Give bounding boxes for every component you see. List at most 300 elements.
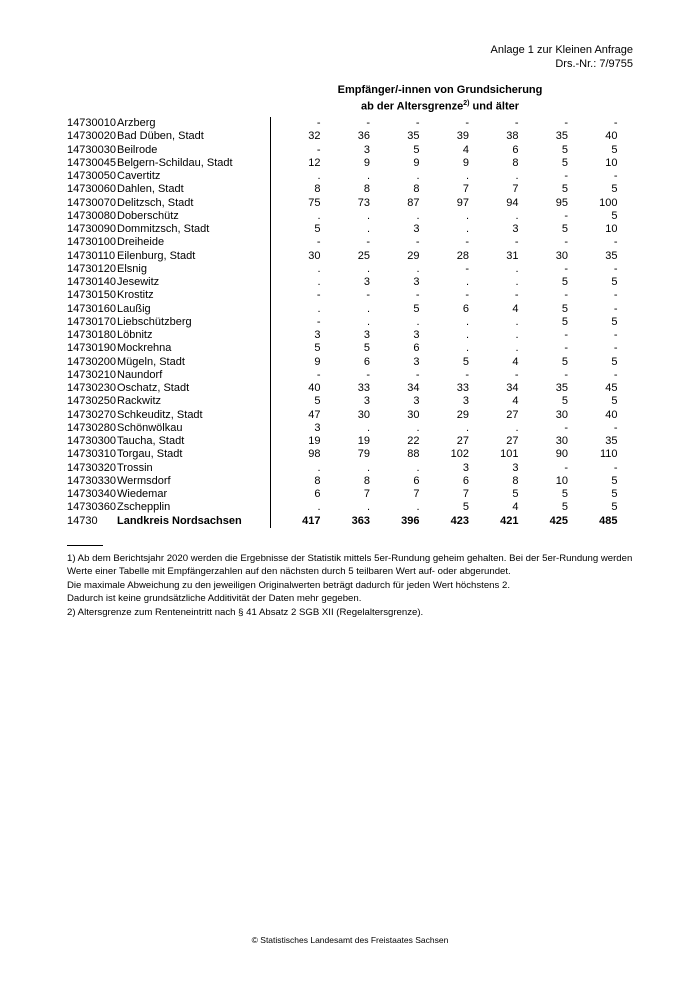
value-cell: 5 — [561, 183, 568, 196]
value-cell: - — [316, 289, 321, 302]
table-row — [67, 316, 618, 329]
value-cell: - — [613, 302, 618, 315]
value-cell: - — [564, 117, 568, 129]
region-name: Jesewitz — [117, 276, 160, 288]
value-cell: 35 — [605, 249, 618, 262]
value-cell: - — [613, 289, 618, 302]
value-cell: . — [515, 262, 519, 275]
value-cell: 30 — [407, 408, 420, 421]
value-cell: 8 — [314, 474, 321, 487]
value-cell: 363 — [351, 514, 370, 527]
region-name: Dahlen, Stadt — [117, 183, 184, 196]
value-cell: 101 — [500, 448, 519, 461]
value-cell: 38 — [506, 130, 519, 143]
value-cell: - — [564, 170, 568, 182]
table-row — [67, 197, 618, 210]
value-cell: . — [317, 501, 321, 514]
value-cell: . — [366, 421, 370, 434]
value-cell: 6 — [462, 302, 469, 315]
region-code: 14730150 — [67, 289, 116, 302]
footnote-line: 1) Ab dem Berichtsjahr 2020 werden die Ergebnisse der Statistik mittels 5er-Rundung geheim gehalten. Bei der 5er-Rundung werden — [67, 553, 633, 564]
table-row — [67, 356, 618, 369]
table-row — [67, 144, 618, 157]
value-cell: - — [465, 262, 469, 275]
value-cell: 4 — [512, 395, 519, 408]
value-cell: - — [366, 117, 370, 129]
value-cell: 3 — [512, 223, 519, 235]
region-name: Mockrehna — [117, 342, 172, 355]
value-cell: 27 — [506, 408, 519, 421]
value-cell: - — [316, 315, 321, 328]
value-cell: . — [416, 315, 420, 328]
region-code: 14730030 — [67, 143, 116, 156]
value-cell: 19 — [308, 435, 321, 447]
value-cell: 10 — [605, 223, 618, 235]
value-cell: - — [415, 236, 420, 249]
value-cell: - — [514, 236, 519, 249]
footnote-line: Dadurch ist keine grundsätzliche Additivität der Daten mehr gegeben. — [67, 593, 362, 605]
table-row — [67, 475, 618, 488]
value-cell: 87 — [407, 196, 420, 209]
value-cell: 30 — [555, 408, 568, 421]
region-code: 14730060 — [67, 183, 116, 196]
value-cell: 5 — [611, 474, 618, 487]
region-code: 14730210 — [67, 368, 116, 381]
region-name: Arzberg — [117, 117, 156, 129]
region-name: Cavertitz — [117, 170, 161, 182]
data-table — [67, 117, 618, 528]
table-row — [67, 210, 618, 223]
value-cell: 12 — [308, 156, 321, 169]
value-cell: 5 — [611, 143, 618, 156]
value-cell: 6 — [413, 474, 420, 487]
value-cell: - — [366, 289, 370, 302]
value-cell: 31 — [506, 249, 519, 262]
value-cell: 33 — [357, 382, 370, 394]
value-cell: . — [366, 501, 370, 514]
value-cell: 5 — [611, 209, 618, 222]
footnote-line: Werte einer Tabelle mit Empfängerzahlen auf den nächsten durch 5 teilbaren Wert auf- oder abgerundet. — [67, 566, 511, 578]
value-cell: . — [416, 501, 420, 514]
value-cell: 88 — [407, 448, 420, 461]
value-cell: - — [613, 342, 618, 355]
region-name: Eilenburg, Stadt — [117, 249, 196, 262]
region-name: Belgern-Schildau, Stadt — [117, 156, 233, 169]
value-cell: - — [514, 289, 519, 302]
value-cell: 5 — [611, 276, 618, 288]
value-cell: . — [366, 223, 370, 235]
annex-label: Anlage 1 zur Kleinen Anfrage — [490, 44, 633, 56]
table-row — [67, 462, 618, 475]
value-cell: - — [316, 117, 321, 129]
table-title-line2: ab der Altersgrenze$^{2)}$ und älter — [360, 100, 520, 113]
region-code: 14730230 — [67, 382, 116, 394]
value-cell: . — [366, 170, 370, 182]
table-row — [67, 250, 618, 263]
table-title-line1: Empfänger/-innen von Grundsicherung — [337, 84, 543, 96]
value-cell: 5 — [314, 395, 321, 408]
value-cell: 5 — [314, 223, 321, 235]
table-row — [67, 409, 618, 422]
value-cell: 3 — [314, 421, 321, 434]
value-cell: - — [613, 461, 618, 474]
region-name: Oschatz, Stadt — [117, 382, 190, 394]
value-cell: 5 — [363, 342, 370, 355]
value-cell: 5 — [561, 223, 568, 235]
value-cell: - — [366, 368, 370, 381]
region-code: 14730310 — [67, 448, 116, 461]
value-cell: - — [564, 368, 568, 381]
value-cell: . — [515, 421, 519, 434]
value-cell: - — [564, 421, 568, 434]
value-cell: 8 — [512, 474, 519, 487]
value-cell: - — [514, 368, 519, 381]
value-cell: 5 — [561, 276, 568, 288]
value-cell: 3 — [363, 395, 370, 408]
value-cell: - — [316, 368, 321, 381]
value-cell: . — [366, 262, 370, 275]
table-row — [67, 223, 618, 236]
value-cell: 6 — [512, 143, 519, 156]
value-cell: 29 — [407, 249, 420, 262]
value-cell: 75 — [308, 196, 321, 209]
region-code: 14730250 — [67, 395, 116, 408]
value-cell: 3 — [413, 329, 420, 341]
region-code: 14730170 — [67, 315, 116, 328]
value-cell: 27 — [456, 435, 469, 447]
value-cell: - — [613, 421, 618, 434]
value-cell: 3 — [512, 461, 519, 474]
value-cell: 6 — [363, 355, 370, 368]
value-cell: 3 — [363, 276, 370, 288]
region-code: 14730300 — [67, 435, 116, 447]
table-row — [67, 382, 618, 395]
value-cell: 30 — [357, 408, 370, 421]
value-cell: 5 — [611, 183, 618, 196]
value-cell: . — [366, 302, 370, 315]
value-cell: . — [515, 170, 519, 182]
value-cell: 5 — [561, 355, 568, 368]
value-cell: 8 — [314, 183, 321, 196]
value-cell: 34 — [506, 382, 519, 394]
value-cell: - — [564, 329, 568, 341]
value-cell: 79 — [357, 448, 370, 461]
region-name: Naundorf — [117, 368, 163, 381]
value-cell: . — [465, 329, 469, 341]
value-cell: 39 — [456, 130, 469, 143]
value-cell: . — [465, 315, 469, 328]
value-cell: 6 — [314, 488, 321, 500]
value-cell: 32 — [308, 130, 321, 143]
region-code: 14730110 — [67, 249, 116, 262]
table-total-row — [67, 515, 618, 528]
value-cell: - — [415, 368, 420, 381]
region-name: Schönwölkau — [117, 421, 183, 434]
region-name: Rackwitz — [117, 395, 162, 408]
value-cell: 5 — [611, 395, 618, 408]
value-cell: 3 — [413, 395, 420, 408]
value-cell: 35 — [555, 130, 568, 143]
region-name: Delitzsch, Stadt — [117, 196, 194, 209]
value-cell: 30 — [555, 249, 568, 262]
value-cell: 7 — [363, 488, 370, 500]
value-cell: 35 — [555, 382, 568, 394]
value-cell: . — [465, 342, 469, 355]
value-cell: 9 — [413, 156, 420, 169]
value-cell: 421 — [500, 514, 519, 527]
region-code: 14730120 — [67, 262, 116, 275]
value-cell: 47 — [308, 408, 321, 421]
value-cell: 3 — [462, 395, 469, 408]
region-code: 14730330 — [67, 474, 116, 487]
value-cell: . — [317, 262, 321, 275]
value-cell: 40 — [605, 408, 618, 421]
region-code: 14730090 — [67, 223, 116, 235]
value-cell: 4 — [512, 355, 519, 368]
value-cell: 22 — [407, 435, 420, 447]
table-row — [67, 130, 618, 143]
value-cell: . — [465, 276, 469, 288]
value-cell: 3 — [413, 276, 420, 288]
value-cell: . — [515, 209, 519, 222]
value-cell: 9 — [363, 156, 370, 169]
value-cell: 5 — [611, 355, 618, 368]
region-code: 14730140 — [67, 276, 116, 288]
region-code: 14730320 — [67, 461, 116, 474]
region-name: Doberschütz — [117, 209, 179, 222]
value-cell: 8 — [512, 156, 519, 169]
value-cell: 3 — [413, 355, 420, 368]
value-cell: 102 — [450, 448, 469, 461]
table-row — [67, 170, 618, 183]
value-cell: - — [613, 236, 618, 249]
value-cell: 110 — [599, 448, 618, 461]
table-row — [67, 448, 618, 461]
value-cell: . — [465, 209, 469, 222]
value-cell: 25 — [357, 249, 370, 262]
value-cell: - — [564, 236, 568, 249]
value-cell: 73 — [357, 196, 370, 209]
region-name: Wermsdorf — [117, 474, 171, 487]
region-name: Beilrode — [117, 143, 158, 156]
value-cell: 90 — [555, 448, 568, 461]
value-cell: . — [366, 209, 370, 222]
value-cell: . — [515, 342, 519, 355]
region-name: Krostitz — [117, 289, 154, 302]
value-cell: . — [416, 461, 420, 474]
value-cell: 9 — [314, 355, 321, 368]
region-name: Bad Düben, Stadt — [117, 130, 204, 143]
value-cell: . — [416, 209, 420, 222]
value-cell: 5 — [611, 501, 618, 514]
value-cell: 417 — [302, 514, 321, 527]
value-cell: - — [465, 368, 469, 381]
table-row — [67, 157, 618, 170]
value-cell: . — [465, 223, 469, 235]
region-code: 14730045 — [67, 156, 116, 169]
value-cell: 10 — [605, 156, 618, 169]
value-cell: 485 — [599, 514, 618, 527]
value-cell: . — [515, 276, 519, 288]
value-cell: 3 — [363, 143, 370, 156]
value-cell: . — [317, 209, 321, 222]
value-cell: 5 — [462, 355, 469, 368]
value-cell: 5 — [413, 143, 420, 156]
region-code: 14730 — [67, 514, 98, 527]
table-row — [67, 276, 618, 289]
value-cell: 7 — [413, 488, 420, 500]
value-cell: 8 — [413, 183, 420, 196]
table-row — [67, 329, 618, 342]
value-cell: . — [317, 276, 321, 288]
value-cell: . — [317, 170, 321, 182]
value-cell: 7 — [462, 183, 469, 196]
table-row — [67, 369, 618, 382]
value-cell: . — [317, 461, 321, 474]
footnote-divider — [67, 545, 103, 546]
value-cell: 425 — [549, 514, 568, 527]
value-cell: - — [415, 117, 420, 129]
value-cell: 5 — [512, 488, 519, 500]
region-name: Schkeuditz, Stadt — [117, 408, 203, 421]
region-name: Löbnitz — [117, 329, 153, 341]
page-footer: © Statistisches Landesamt des Freistaates Sachsen — [251, 935, 449, 945]
value-cell: . — [515, 329, 519, 341]
value-cell: - — [613, 368, 618, 381]
region-name: Elsnig — [117, 262, 147, 275]
value-cell: - — [564, 342, 568, 355]
value-cell: . — [366, 461, 370, 474]
value-cell: - — [316, 143, 321, 156]
footnote-line: Die maximale Abweichung zu den jeweiligen Originalwerten beträgt dadurch für jeden Wert höchstens 2. — [67, 579, 510, 591]
region-name: Dreiheide — [117, 236, 165, 249]
value-cell: 40 — [605, 130, 618, 143]
value-cell: 27 — [506, 435, 519, 447]
value-cell: 5 — [561, 156, 568, 169]
region-name: Torgau, Stadt — [117, 448, 183, 461]
region-code: 14730160 — [67, 302, 116, 315]
value-cell: - — [564, 262, 568, 275]
value-cell: 5 — [611, 315, 618, 328]
value-cell: - — [465, 117, 469, 129]
value-cell: 94 — [506, 196, 519, 209]
table-row — [67, 395, 618, 408]
value-cell: 10 — [555, 474, 568, 487]
value-cell: . — [416, 262, 420, 275]
value-cell: 5 — [561, 302, 568, 315]
value-cell: . — [416, 421, 420, 434]
value-cell: 5 — [462, 501, 469, 514]
value-cell: 30 — [308, 249, 321, 262]
table-row — [67, 183, 618, 196]
value-cell: - — [613, 329, 618, 341]
region-code: 14730020 — [67, 130, 116, 143]
value-cell: 36 — [357, 130, 370, 143]
table-row — [67, 342, 618, 355]
region-code: 14730010 — [67, 117, 116, 129]
value-cell: 5 — [561, 143, 568, 156]
region-name: Zschepplin — [117, 501, 171, 514]
table-row — [67, 303, 618, 316]
value-cell: 95 — [555, 196, 568, 209]
value-cell: 423 — [450, 514, 469, 527]
value-cell: 3 — [413, 223, 420, 235]
region-name: Landkreis Nordsachsen — [117, 514, 242, 527]
region-name: Mügeln, Stadt — [117, 355, 185, 368]
value-cell: 19 — [357, 435, 370, 447]
value-cell: 8 — [363, 474, 370, 487]
region-name: Wiedemar — [117, 488, 168, 500]
value-cell: - — [465, 236, 469, 249]
value-cell: - — [613, 170, 618, 182]
value-cell: 3 — [314, 329, 321, 341]
value-cell: 34 — [407, 382, 420, 394]
table-row — [67, 263, 618, 276]
value-cell: 8 — [363, 183, 370, 196]
table-row — [67, 289, 618, 302]
region-code: 14730190 — [67, 342, 116, 355]
value-cell: 40 — [308, 382, 321, 394]
value-cell: 5 — [611, 488, 618, 500]
table-row — [67, 117, 618, 130]
value-cell: 5 — [561, 488, 568, 500]
region-code: 14730280 — [67, 421, 116, 434]
region-code: 14730100 — [67, 236, 116, 249]
table-row — [67, 236, 618, 249]
value-cell: - — [564, 209, 568, 222]
value-cell: . — [366, 315, 370, 328]
value-cell: 4 — [462, 143, 469, 156]
value-cell: 4 — [512, 302, 519, 315]
value-cell: 396 — [401, 514, 420, 527]
value-cell: - — [415, 289, 420, 302]
table-row — [67, 488, 618, 501]
value-cell: 7 — [512, 183, 519, 196]
value-cell: 7 — [462, 488, 469, 500]
value-cell: 29 — [456, 408, 469, 421]
value-cell: 5 — [413, 302, 420, 315]
value-cell: . — [515, 315, 519, 328]
value-cell: 45 — [605, 382, 618, 394]
value-cell: - — [613, 117, 618, 129]
region-code: 14730070 — [67, 196, 116, 209]
value-cell: 6 — [462, 474, 469, 487]
value-cell: 5 — [314, 342, 321, 355]
region-code: 14730360 — [67, 501, 116, 514]
value-cell: - — [465, 289, 469, 302]
value-cell: - — [514, 117, 519, 129]
value-cell: 28 — [456, 249, 469, 262]
value-cell: 4 — [512, 501, 519, 514]
region-code: 14730270 — [67, 408, 116, 421]
value-cell: . — [317, 302, 321, 315]
region-code: 14730050 — [67, 170, 116, 182]
footnotes — [67, 552, 637, 619]
value-cell: 97 — [456, 196, 469, 209]
value-cell: - — [564, 461, 568, 474]
value-cell: . — [465, 170, 469, 182]
region-name: Liebschützberg — [117, 315, 192, 328]
table-row — [67, 501, 618, 514]
region-code: 14730080 — [67, 209, 116, 222]
document-number: Drs.-Nr.: 7/9755 — [555, 58, 633, 70]
value-cell: 5 — [561, 395, 568, 408]
value-cell: 35 — [407, 130, 420, 143]
footnote-line: 2) Altersgrenze zum Renteneintritt nach § 41 Absatz 2 SGB XII (Regelaltersgrenze). — [67, 606, 424, 618]
value-cell: 100 — [599, 196, 618, 209]
value-cell: 3 — [462, 461, 469, 474]
value-cell: - — [564, 289, 568, 302]
